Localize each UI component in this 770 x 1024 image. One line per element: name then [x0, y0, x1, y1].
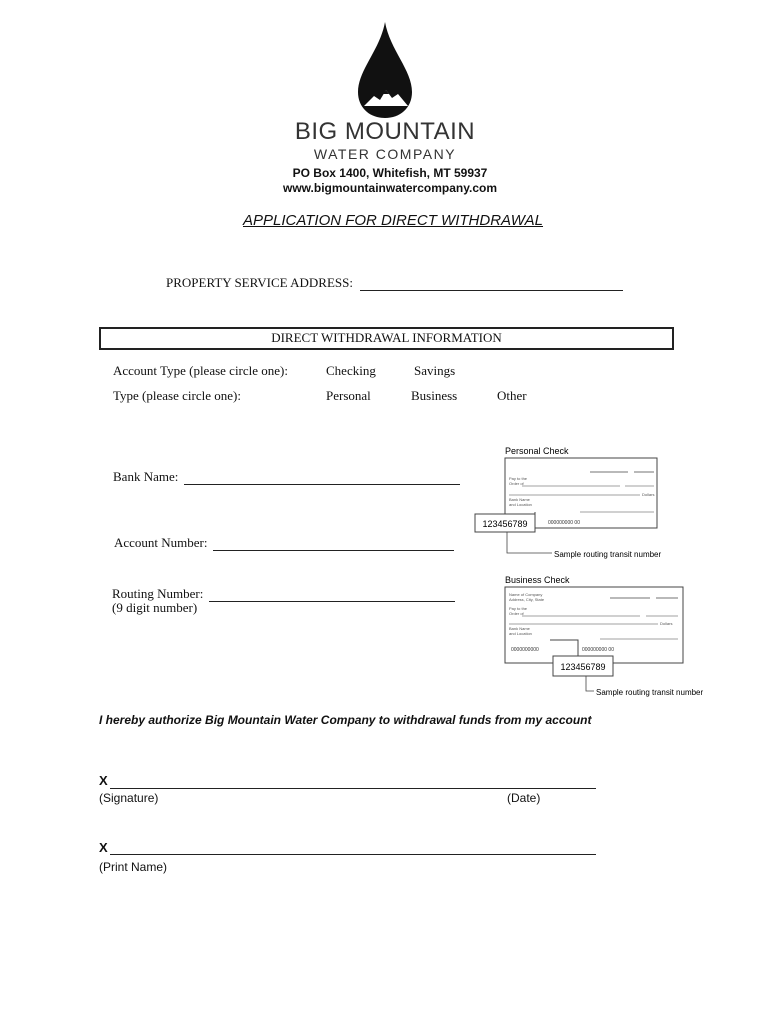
- brand-name: BIG MOUNTAIN: [294, 118, 476, 145]
- company-website: www.bigmountainwatercompany.com: [282, 181, 498, 195]
- business-caption: Sample routing transit number: [596, 688, 704, 697]
- svg-text:Dollars: Dollars: [660, 621, 673, 626]
- property-address-row: [166, 275, 623, 291]
- business-routing-sample: 123456789: [560, 662, 606, 672]
- svg-text:Pay to the: Pay to the: [509, 476, 528, 481]
- option-savings[interactable]: Savings: [414, 363, 456, 378]
- personal-routing-sample: 123456789: [482, 519, 528, 529]
- signature-label: (Signature): [99, 791, 159, 805]
- authorization-statement: I hereby authorize Big Mountain Water Company to withdrawal funds from my account: [99, 713, 592, 727]
- svg-text:Name of Company: Name of Company: [509, 592, 543, 597]
- option-other[interactable]: Other: [497, 388, 527, 403]
- account-number-label: Account Number:: [114, 535, 208, 550]
- svg-text:Order of: Order of: [509, 611, 524, 616]
- svg-text:0000000000: 0000000000: [511, 647, 539, 653]
- account-type-label: Account Type (please circle one):: [113, 363, 288, 378]
- svg-text:Pay to the: Pay to the: [509, 606, 528, 611]
- svg-text:Address, City, State: Address, City, State: [509, 597, 545, 602]
- routing-number-label: Routing Number:: [112, 586, 204, 601]
- date-label: (Date): [507, 791, 541, 805]
- property-address-label: PROPERTY SERVICE ADDRESS:: [166, 275, 353, 290]
- option-business[interactable]: Business: [411, 388, 458, 403]
- personal-caption: Sample routing transit number: [554, 550, 662, 559]
- type-label: Type (please circle one):: [113, 388, 241, 403]
- print-name-field[interactable]: [110, 854, 596, 855]
- print-name-x: X: [99, 840, 108, 855]
- business-check-title: Business Check: [505, 575, 570, 585]
- svg-text:000000000 00: 000000000 00: [548, 520, 580, 526]
- routing-number-hint: (9 digit number): [112, 600, 198, 615]
- water-drop-logo-icon: [350, 20, 420, 120]
- svg-text:Order of: Order of: [509, 481, 524, 486]
- option-personal[interactable]: Personal: [326, 388, 371, 403]
- signature-x: X: [99, 773, 108, 788]
- svg-text:Dollars: Dollars: [642, 492, 655, 497]
- bank-name-label: Bank Name:: [113, 469, 179, 484]
- svg-text:and Location: and Location: [509, 502, 532, 507]
- print-name-label: (Print Name): [99, 860, 168, 874]
- account-number-row: [114, 535, 454, 551]
- property-address-field[interactable]: [360, 279, 623, 291]
- personal-check-title: Personal Check: [505, 446, 569, 456]
- svg-text:Bank Name: Bank Name: [509, 497, 530, 502]
- routing-number-field[interactable]: [209, 590, 455, 602]
- company-address: PO Box 1400, Whitefish, MT 59937: [292, 166, 488, 180]
- svg-text:and Location: and Location: [509, 631, 532, 636]
- form-title: APPLICATION FOR DIRECT WITHDRAWAL: [242, 212, 544, 229]
- bank-name-row: [113, 469, 460, 485]
- sample-checks-illustration: [470, 440, 715, 705]
- svg-text:000000000 00: 000000000 00: [582, 647, 614, 653]
- account-number-field[interactable]: [213, 539, 454, 551]
- svg-text:Bank Name: Bank Name: [509, 626, 530, 631]
- bank-name-field[interactable]: [184, 473, 460, 485]
- signature-field[interactable]: [110, 788, 596, 789]
- option-checking[interactable]: Checking: [326, 363, 376, 378]
- brand-subtitle: WATER COMPANY: [313, 146, 457, 162]
- section-title: DIRECT WITHDRAWAL INFORMATION: [271, 330, 502, 345]
